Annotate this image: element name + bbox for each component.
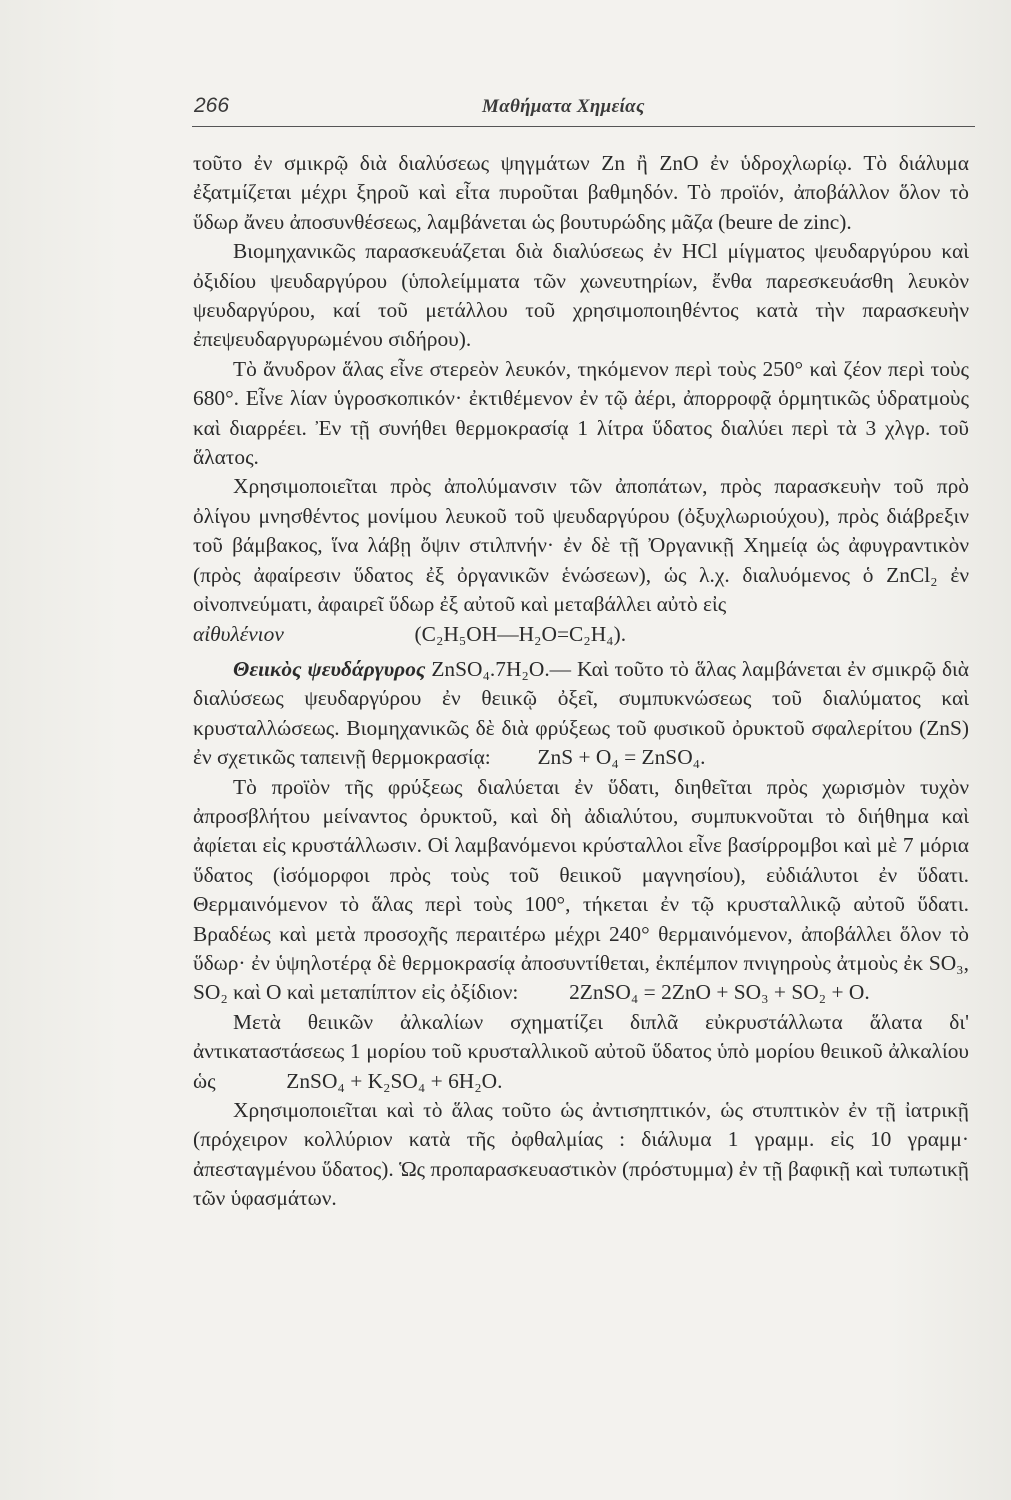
paragraph: Τὸ ἄνυδρον ἅλας εἶνε στερεὸν λευκόν, τηκόμενον περὶ τοὺς 250° καὶ ζέον περὶ τοὺς 680°. Εἶνε λίαν ὑγροσκοπικόν· ἐκτιθέμενον ἐν τῷ ἀέρι, ἀπορροφᾷ ὁρμητικῶς ὑδρατμοὺς καὶ διαρρέει. Ἐν τῇ συνήθει θερμοκρασίᾳ 1 λίτρα ὕδατος διαλύει περὶ τὰ 3 χλγρ. τοῦ ἅλατος. — [193, 356, 969, 470]
paragraph-text: Μετὰ θειικῶν ἀλκαλίων σχηματίζει διπλᾶ εὐκρυστάλλωτα ἅλατα δι' ἀντικαταστάσεως 1 μορίου τοῦ κρυσταλλικοῦ αὐτοῦ ὕδατος ὑπὸ μορίου θειικοῦ ἀλκαλίου ὡς — [193, 1009, 969, 1093]
formula: 2ZnSO₄ = 2ZnO + SO₃ + SO₂ + O. — [569, 980, 870, 1005]
paragraph — [193, 655, 969, 773]
formula: ZnSO₄ + K₂SO₄ + 6H₂O. — [286, 1068, 503, 1093]
running-title: Μαθήματα Χημείας — [482, 96, 645, 117]
page-header — [192, 92, 975, 127]
paragraph-text: ZnSO₄.7H₂O.— Καὶ τοῦτο τὸ ἅλας λαμβάνεται ἐν σμικρῷ διὰ διαλύσεως ψευδαργύρου ἐν θειικῷ ὀξεῖ, συμπυκνώσεως τοῦ διαλύματος καὶ κρυσταλλώσεως. Βιομηχανικῶς δὲ διὰ φρύξεως τοῦ φυσικοῦ ὀρυκτοῦ σφαλερίτου (ZnS) ἐν σχετικῶς ταπεινῇ θερμοκρασίᾳ: — [193, 656, 969, 770]
page-number: 266 — [194, 94, 230, 117]
paragraph: Χρησιμοποιεῖται καὶ τὸ ἅλας τοῦτο ὡς ἀντισηπτικόν, ὡς στυπτικὸν ἐν τῇ ἰατρικῇ (πρόχειρον κολλύριον κατὰ τῆς ὀφθαλμίας : διάλυμα 1 γραμμ. εἰς 10 γραμμ· ἀπεσταγμένου ὕδατος). Ὡς προπαρασκευαστικὸν (πρόστυμμα) ἐν τῇ βαφικῇ καὶ τυπωτικῇ τῶν ὑφασμάτων. — [193, 1098, 969, 1211]
formula: ZnS + O₄ = ZnSO₄. — [537, 745, 706, 770]
paragraph: Χρησιμοποιεῖται πρὸς ἀπολύμανσιν τῶν ἀποπάτων, πρὸς παρασκευὴν τοῦ πρὸ ὀλίγου μνησθέντος μονίμου λευκοῦ τοῦ ψευδαργύρου (ὀξυχλωριούχου), πρὸς διάβρεξιν τοῦ βάμβακος, ἵνα λάβῃ ὄψιν στιλπνήν· ἐν δὲ τῇ Ὀργανικῇ Χημείᾳ ὡς ἀφυγραντικὸν (πρὸς ἀφαίρεσιν ὕδατος ἐξ ὀργανικῶν ἑνώσεων), ὡς λ.χ. διαλυόμενος ὁ ZnCl₂ ἐν οἰνοπνεύματι, ἀφαιρεῖ ὕδωρ ἐξ αὐτοῦ καὶ μεταβάλλει αὐτὸ εἰς — [193, 474, 969, 617]
paragraph: Βιομηχανικῶς παρασκευάζεται διὰ διαλύσεως ἐν HCl μίγματος ψευδαργύρου καὶ ὀξιδίου ψευδαργύρου (ὑπολείμματα τῶν χωνευτηρίων, ἔνθα παρεσκευάσθη λευκὸν ψευδαργύρου, καί τοῦ μετάλλου τοῦ χρησιμοποιηθέντος κατὰ τὴν παρασκευὴν ἐπεψευδαργυρωμένου σιδήρου). — [193, 239, 969, 352]
body-text — [193, 149, 969, 1214]
term-ethylene: αἰθυλένιον — [193, 621, 284, 646]
paragraph-text: Τὸ προϊὸν τῆς φρύξεως διαλύεται ἐν ὕδατι, διηθεῖται πρὸς χωρισμὸν τυχὸν ἀπροσβλήτου μείναντος ὀρυκτοῦ, καὶ δὴ ἀδιαλύτου, συμπυκνοῦται τὸ διήθημα καὶ ἀφίεται εἰς κρυστάλλωσιν. Οἱ λαμβανόμενοι κρύσταλλοι εἶνε βασίρρομβοι καὶ μὲ 7 μόρια ὕδατος (ἰσόμορφοι πρὸς τοὺς τοῦ θειικοῦ μαγνησίου), εὐδιάλυτοι ἐν ὕδατι. Θερμαινόμενον τὸ ἅλας περὶ τοὺς 100°, τήκεται ἐν τῷ κρυσταλλικῷ αὐτοῦ ὕδατι. Βραδέως καὶ μετὰ προσοχῆς περαιτέρω μέχρι 240° θερμαινόμενον, ἀποβάλλει ὅλον τὸ ὕδωρ· ἐν ὑψηλοτέρᾳ δὲ θερμοκρασίᾳ ἀποσυντίθεται, ἐκπέμπον πνιγηροὺς ἀτμοὺς ἐκ SO₃, SO₂ καὶ O καὶ μεταπίπτον εἰς ὀξίδιον: — [193, 774, 969, 1005]
formula: (C₂H₅OH—H₂O=C₂H₄). — [414, 621, 627, 646]
section-term: Θειικὸς ψευδάργυρος — [233, 656, 426, 681]
paragraph — [193, 773, 969, 1008]
paragraph — [193, 1008, 969, 1096]
paragraph: τοῦτο ἐν σμικρῷ διὰ διαλύσεως ψηγμάτων Zn ἢ ZnO ἐν ὑδροχλωρίῳ. Τὸ διάλυμα ἐξατμίζεται μέχρι ξηροῦ καὶ εἶτα πυροῦται βαθμηδόν. Τὸ προϊόν, ἀποβάλλον ὅλον τὸ ὕδωρ ἄνευ ἀποσυνθέσεως, λαμβάνεται ὡς βουτυρώδης μᾶζα (beure de zinc). — [193, 151, 969, 234]
formula-paragraph — [193, 620, 969, 649]
